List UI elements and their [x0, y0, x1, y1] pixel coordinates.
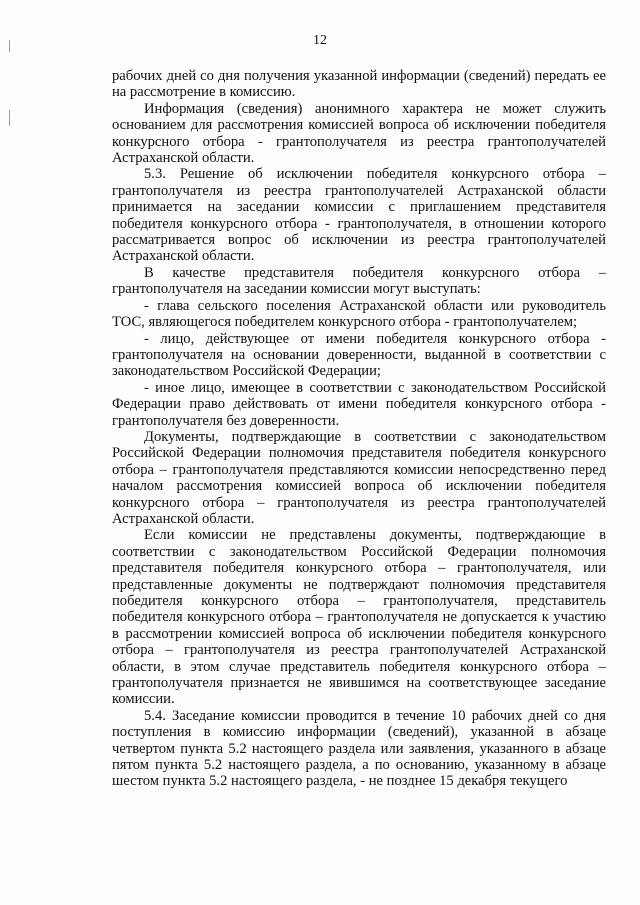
- scan-edge-mark: [9, 110, 10, 126]
- document-body: [112, 68, 606, 790]
- list-item: - глава сельского поселения Астраханской области или руководитель ТОС, являющегося победителем конкурсного отбора - грантополучателем;: [112, 297, 606, 331]
- paragraph: Информация (сведения) анонимного характера не может служить основанием для рассмотрения комиссией вопроса об исключении победителя конкурсного отбора - грантополучателя из реестра грантополучателей Астраханской области.: [112, 100, 606, 167]
- list-item: - лицо, действующее от имени победителя конкурсного отбора - грантополучателя на основании доверенности, выданной в соответствии с законодательством Российской Федерации;: [112, 330, 606, 380]
- list-item: - иное лицо, имеющее в соответствии с законодательством Российской Федерации право действовать от имени победителя конкурсного отбора - грантополучателя без доверенности.: [112, 379, 606, 429]
- paragraph: В качестве представителя победителя конкурсного отбора – грантополучателя на заседании комиссии могут выступать:: [112, 264, 606, 298]
- paragraph: Если комиссии не представлены документы, подтверждающие в соответствии с законодательством Российской Федерации полномочия представителя победителя конкурсного отбора – грантополучателя, или представленные документы не подтверждают полномочия представителя победителя конкурсного отбора – грантополучателя, представитель победителя конкурсного отбора – грантополучателя не допускается к участию в рассмотрении комиссией вопроса об исключении победителя конкурсного отбора – грантополучателя из реестра грантополучателей Астраханской области, в этом случае представитель победителя конкурсного отбора – грантополучателя признается не явившимся на соответствующее заседание комиссии.: [112, 527, 606, 708]
- paragraph: 5.4. Заседание комиссии проводится в течение 10 рабочих дней со дня поступления в комиссию информации (сведений), указанной в абзаце четвертом пункта 5.2 настоящего раздела или заявления, указанного в абзаце пятом пункта 5.2 настоящего раздела, а по основанию, указанному в абзаце шестом пункта 5.2 настоящего раздела, - не позднее 15 декабря текущего: [112, 707, 606, 790]
- paragraph: Документы, подтверждающие в соответствии с законодательством Российской Федерации полномочия представителя победителя конкурсного отбора – грантополучателя представляются комиссии непосредственно перед началом рассмотрения комиссией вопроса об исключении победителя конкурсного отбора – грантополучателя из реестра грантополучателей Астраханской области.: [112, 428, 606, 527]
- page-number: 12: [313, 33, 327, 48]
- paragraph: 5.3. Решение об исключении победителя конкурсного отбора – грантополучателя из реестра грантополучателей Астраханской области принимается на заседании комиссии с приглашением представителя победителя конкурсного отбора - грантополучателя, в отношении которого рассматривается вопрос об исключении из реестра грантополучателей Астраханской области.: [112, 166, 606, 265]
- paragraph: рабочих дней со дня получения указанной информации (сведений) передать ее на рассмотрение в комиссию.: [112, 68, 606, 101]
